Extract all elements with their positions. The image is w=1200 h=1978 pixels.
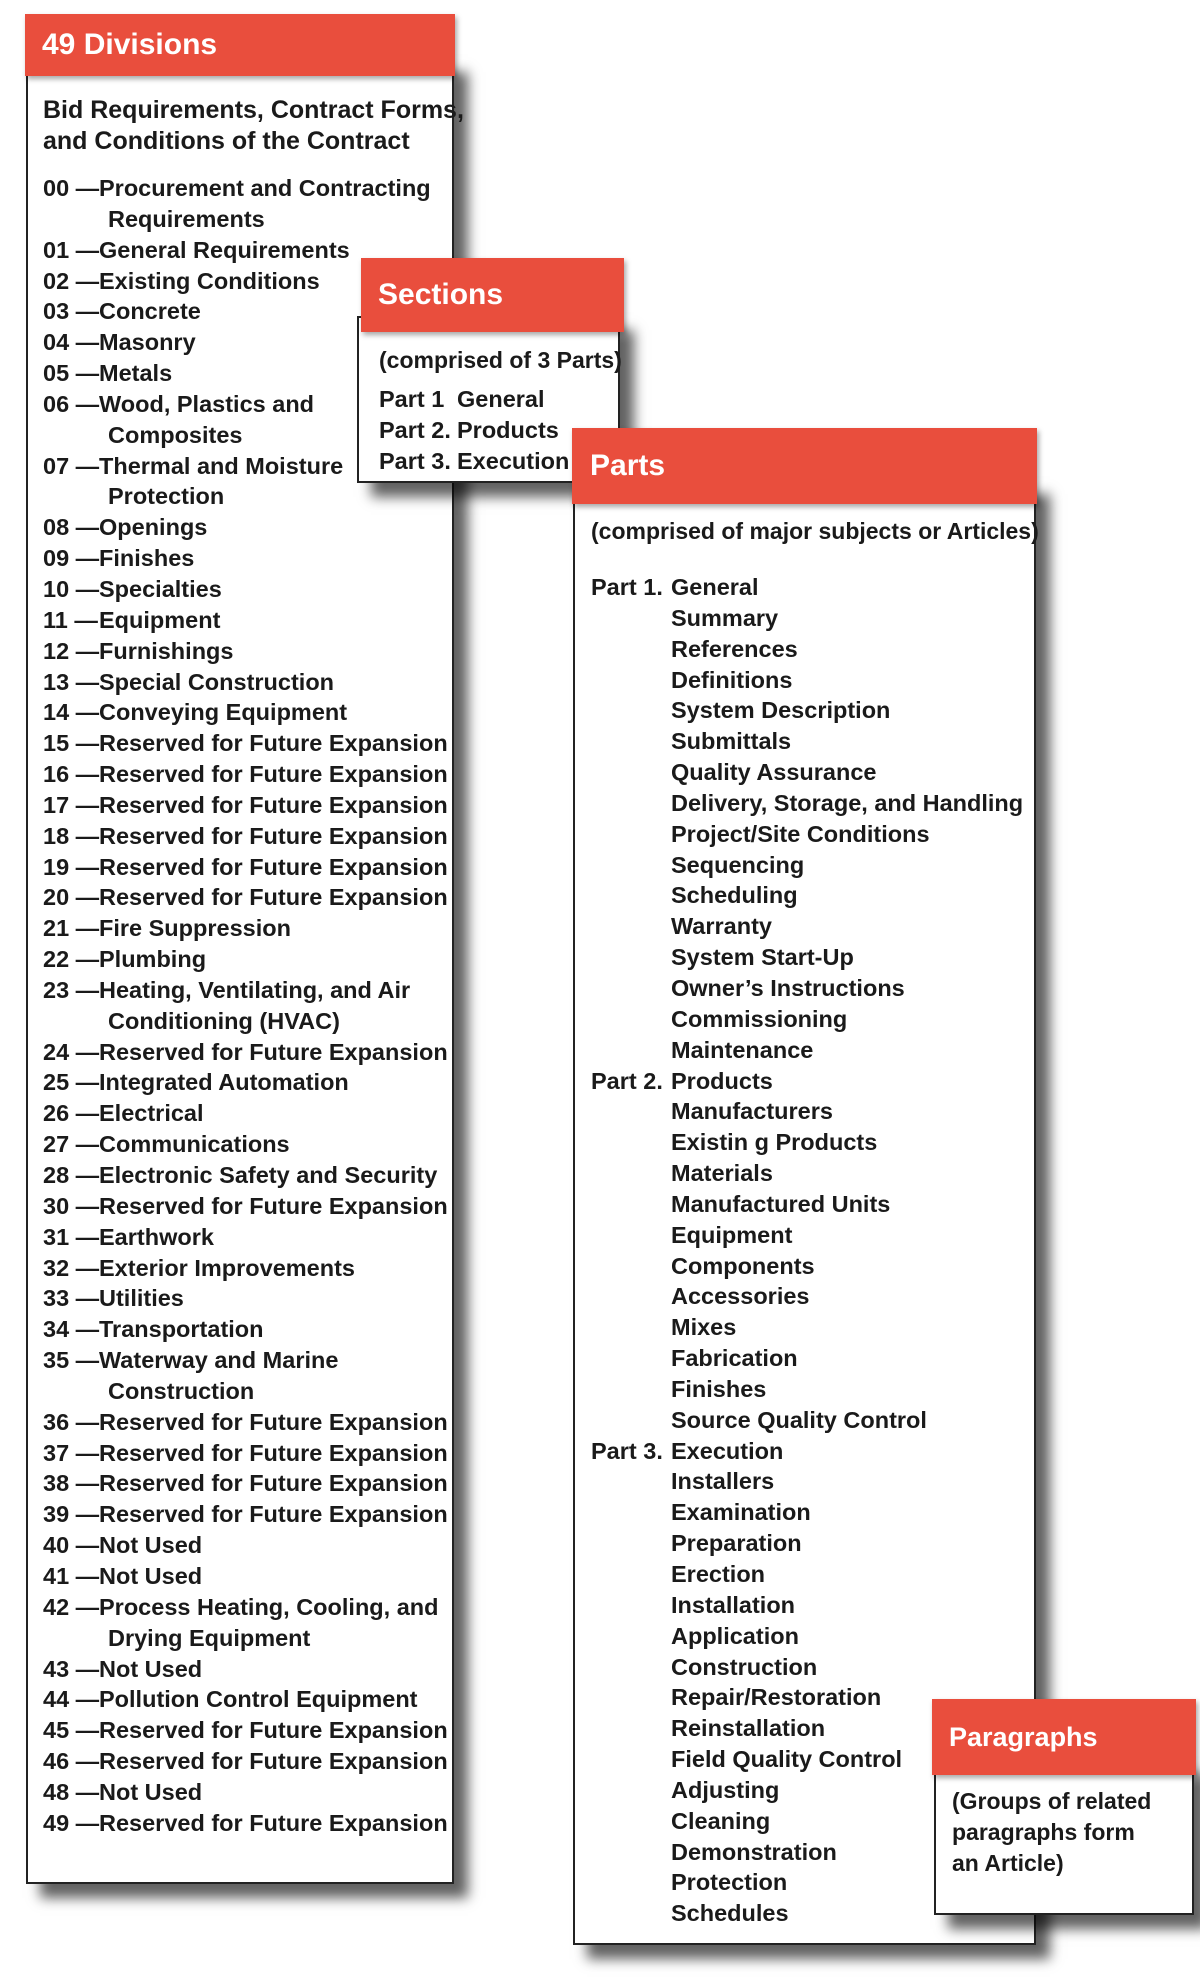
division-item-continued <box>43 204 448 235</box>
division-code: 34 — <box>43 1316 100 1343</box>
division-code: 38 — <box>43 1470 100 1497</box>
division-item <box>43 913 448 944</box>
division-title: Heating, Ventilating, and Air <box>99 976 411 1003</box>
parts-article: Sequencing <box>671 851 805 878</box>
division-item <box>43 944 448 975</box>
division-title: Drying Equipment <box>108 1624 311 1651</box>
parts-article: Field Quality Control <box>671 1746 903 1773</box>
parts-article: Manufactured Units <box>671 1190 891 1217</box>
division-title: Conveying Equipment <box>99 699 348 726</box>
division-item-continued <box>43 1623 448 1654</box>
parts-article-row <box>591 1590 1023 1621</box>
divisions-intro <box>43 95 464 157</box>
division-item <box>43 1067 448 1098</box>
sections-header-text: Sections <box>378 278 504 311</box>
division-code: 04 — <box>43 329 100 356</box>
parts-article-row <box>591 1220 1023 1251</box>
sections-part-name: Products <box>457 416 559 443</box>
parts-article: General <box>671 574 759 600</box>
division-item <box>43 1129 448 1160</box>
division-item <box>43 1746 448 1777</box>
division-code: 16 — <box>43 761 100 788</box>
division-title: Electrical <box>99 1100 204 1127</box>
parts-article-row <box>591 1312 1023 1343</box>
division-title: Transportation <box>99 1316 264 1343</box>
division-title: General Requirements <box>99 236 350 263</box>
parts-group-row <box>591 572 1023 603</box>
parts-article: Preparation <box>671 1530 802 1557</box>
division-title: Procurement and Contracting <box>99 175 431 201</box>
division-item <box>43 975 448 1006</box>
division-code: 45 — <box>43 1717 100 1744</box>
division-code: 46 — <box>43 1748 100 1775</box>
parts-article: References <box>671 635 798 662</box>
division-item <box>43 1191 448 1222</box>
paragraphs-description-line: (Groups of related <box>952 1788 1152 1814</box>
division-item <box>43 1684 448 1715</box>
parts-article-row <box>591 1466 1023 1497</box>
paragraphs-description <box>952 1786 1151 1879</box>
parts-article-row <box>591 850 1023 881</box>
parts-article: Project/Site Conditions <box>671 820 930 847</box>
parts-article: Application <box>671 1622 799 1649</box>
division-title: Reserved for Future Expansion <box>99 1038 448 1065</box>
division-item <box>43 852 448 883</box>
division-item <box>43 1468 448 1499</box>
division-item <box>43 1345 448 1376</box>
division-code: 06 — <box>43 390 100 417</box>
division-title: Equipment <box>99 606 221 633</box>
division-title: Waterway and Marine <box>99 1347 339 1374</box>
division-title: Finishes <box>99 545 195 572</box>
division-title: Protection <box>108 483 225 510</box>
sections-part-row <box>379 415 569 446</box>
division-item <box>43 574 448 605</box>
parts-article-row <box>591 1158 1023 1189</box>
division-title: Composites <box>108 421 243 448</box>
parts-article: Accessories <box>671 1283 810 1310</box>
divisions-intro-line: and Conditions of the Contract <box>43 127 410 155</box>
division-code: 24 — <box>43 1038 100 1065</box>
sections-intro: (comprised of 3 Parts) <box>379 347 622 373</box>
parts-article: Scheduling <box>671 882 798 909</box>
division-title: Reserved for Future Expansion <box>99 884 448 911</box>
division-code: 08 — <box>43 514 100 541</box>
parts-article: Repair/Restoration <box>671 1684 882 1711</box>
division-code: 28 — <box>43 1162 100 1188</box>
parts-article-row <box>591 788 1023 819</box>
division-title: Reserved for Future Expansion <box>99 791 448 818</box>
parts-article-row <box>591 1281 1023 1312</box>
parts-article: Installation <box>671 1591 796 1618</box>
division-item <box>43 543 448 574</box>
parts-article-row <box>591 819 1023 850</box>
parts-article: Source Quality Control <box>671 1406 927 1433</box>
division-item <box>43 882 448 913</box>
division-code: 15 — <box>43 730 100 757</box>
division-code: 35 — <box>43 1347 100 1374</box>
division-item <box>43 821 448 852</box>
parts-article: Commissioning <box>671 1005 848 1032</box>
parts-intro: (comprised of major subjects or Articles) <box>591 518 1039 544</box>
division-title: Not Used <box>99 1655 203 1682</box>
division-title: Reserved for Future Expansion <box>99 1439 448 1466</box>
paragraphs-description-line: an Article) <box>952 1850 1064 1876</box>
division-title: Integrated Automation <box>99 1069 349 1096</box>
parts-article-row <box>591 695 1023 726</box>
division-code: 41 — <box>43 1562 100 1589</box>
division-item <box>43 1253 448 1284</box>
division-title: Masonry <box>99 329 196 356</box>
division-code: 44 — <box>43 1686 100 1713</box>
division-item <box>43 1037 448 1068</box>
parts-article: Erection <box>671 1561 766 1587</box>
parts-group-row <box>591 1436 1023 1467</box>
parts-article: Execution <box>671 1437 784 1464</box>
division-item <box>43 605 448 636</box>
parts-article: Quality Assurance <box>671 759 877 786</box>
sections-part-row <box>379 384 569 415</box>
parts-group-label: Part 3. <box>591 1437 663 1464</box>
parts-article-row <box>591 1343 1023 1374</box>
division-title: Earthwork <box>99 1223 214 1250</box>
paragraphs-header-text: Paragraphs <box>949 1721 1098 1752</box>
division-title: Plumbing <box>99 946 207 973</box>
parts-article-row <box>591 1035 1023 1066</box>
division-title: Reserved for Future Expansion <box>99 1809 448 1836</box>
parts-article: Definitions <box>671 666 793 693</box>
division-title: Reserved for Future Expansion <box>99 1501 448 1528</box>
division-title: Concrete <box>99 298 201 325</box>
division-title: Reserved for Future Expansion <box>99 1192 448 1219</box>
division-code: 05 — <box>43 360 100 387</box>
division-title: Requirements <box>108 205 265 232</box>
division-item-continued <box>43 1006 448 1037</box>
division-code: 32 — <box>43 1254 100 1281</box>
division-title: Openings <box>99 514 208 541</box>
division-item-continued <box>43 481 448 512</box>
division-item <box>43 636 448 667</box>
parts-article-row <box>591 1096 1023 1127</box>
division-title: Not Used <box>99 1532 203 1559</box>
paragraphs-header <box>932 1699 1196 1775</box>
division-title: Conditioning (HVAC) <box>108 1007 340 1034</box>
parts-article: Equipment <box>671 1221 793 1248</box>
division-title: Process Heating, Cooling, and <box>99 1593 439 1620</box>
sections-header <box>361 258 624 332</box>
parts-header-text: Parts <box>590 449 666 482</box>
sections-part-label: Part 3. <box>379 447 451 474</box>
division-item <box>43 1561 448 1592</box>
paragraphs-description-line: paragraphs form <box>952 1819 1135 1845</box>
parts-article-row <box>591 603 1023 634</box>
division-item <box>43 173 448 204</box>
division-title: Reserved for Future Expansion <box>99 761 448 788</box>
parts-article-row <box>591 1127 1023 1158</box>
division-title: Furnishings <box>99 637 234 664</box>
parts-article: Examination <box>671 1499 811 1526</box>
division-title: Not Used <box>99 1778 203 1805</box>
division-title: Specialties <box>99 575 222 602</box>
divisions-header <box>25 14 455 76</box>
division-item <box>43 1530 448 1561</box>
parts-article: Manufacturers <box>671 1098 833 1125</box>
parts-header <box>572 428 1037 504</box>
parts-article: Protection <box>671 1869 788 1896</box>
division-code: 01 — <box>43 236 100 263</box>
sections-part-label: Part 2. <box>379 416 451 443</box>
division-code: 27 — <box>43 1131 100 1158</box>
division-code: 20 — <box>43 884 100 911</box>
parts-article-row <box>591 634 1023 665</box>
parts-article-row <box>591 1405 1023 1436</box>
division-code: 42 — <box>43 1593 100 1620</box>
parts-article-row <box>591 911 1023 942</box>
division-title: Reserved for Future Expansion <box>99 1408 448 1435</box>
division-title: Existing Conditions <box>99 267 320 294</box>
parts-article: Maintenance <box>671 1036 814 1063</box>
parts-article-row <box>591 665 1023 696</box>
parts-article-row <box>591 1652 1023 1683</box>
parts-article: Reinstallation <box>671 1715 826 1742</box>
division-code: 30 — <box>43 1192 100 1219</box>
parts-article-row <box>591 1497 1023 1528</box>
parts-group-row <box>591 1066 1023 1097</box>
division-item <box>43 667 448 698</box>
division-title: Not Used <box>99 1562 203 1589</box>
parts-article: Cleaning <box>671 1807 771 1834</box>
parts-article: Demonstration <box>671 1838 837 1865</box>
division-item <box>43 1283 448 1314</box>
division-title: Thermal and Moisture <box>99 452 344 479</box>
parts-article-row <box>591 726 1023 757</box>
division-title: Fire Suppression <box>99 915 291 942</box>
division-code: 21 — <box>43 915 100 942</box>
parts-article-row <box>591 880 1023 911</box>
division-code: 40 — <box>43 1532 100 1559</box>
parts-group-label: Part 2. <box>591 1067 663 1094</box>
parts-article-row <box>591 942 1023 973</box>
sections-part-name: Execution <box>457 447 570 474</box>
division-item <box>43 1592 448 1623</box>
parts-group-label: Part 1. <box>591 574 663 600</box>
division-item <box>43 512 448 543</box>
division-code: 02 — <box>43 267 100 294</box>
division-code: 19 — <box>43 853 100 880</box>
parts-article-row <box>591 1004 1023 1035</box>
parts-article: Existin g Products <box>671 1129 878 1156</box>
division-code: 22 — <box>43 946 100 973</box>
division-code: 33 — <box>43 1285 100 1312</box>
parts-article: Mixes <box>671 1314 737 1341</box>
division-title: Reserved for Future Expansion <box>99 853 448 880</box>
division-item <box>43 790 448 821</box>
division-code: 49 — <box>43 1809 100 1836</box>
parts-article: Warranty <box>671 913 772 940</box>
division-code: 37 — <box>43 1439 100 1466</box>
division-code: 23 — <box>43 976 100 1003</box>
parts-article: System Start-Up <box>671 944 854 971</box>
parts-article-row <box>591 1528 1023 1559</box>
division-code: 07 — <box>43 452 100 479</box>
division-item <box>43 1098 448 1129</box>
division-item <box>43 728 448 759</box>
division-code: 48 — <box>43 1778 100 1805</box>
division-code: 36 — <box>43 1408 100 1435</box>
division-title: Reserved for Future Expansion <box>99 1717 448 1744</box>
divisions-header-text: 49 Divisions <box>42 28 218 61</box>
division-item <box>43 1715 448 1746</box>
parts-article-row <box>591 1374 1023 1405</box>
division-code: 00 — <box>43 175 100 201</box>
division-code: 25 — <box>43 1069 100 1096</box>
parts-article: Submittals <box>671 728 792 755</box>
sections-part-label: Part 1 <box>379 386 445 412</box>
division-code: 03 — <box>43 298 100 325</box>
parts-article: Construction <box>671 1653 818 1680</box>
division-code: 26 — <box>43 1100 100 1127</box>
parts-article-row <box>591 1251 1023 1282</box>
division-title: Special Construction <box>99 668 335 695</box>
division-title: Wood, Plastics and <box>99 390 315 417</box>
sections-part-row <box>379 446 569 477</box>
parts-article: Summary <box>671 604 779 631</box>
division-title: Reserved for Future Expansion <box>99 1470 448 1497</box>
parts-article: System Description <box>671 697 891 724</box>
division-item-continued <box>43 1376 448 1407</box>
division-item <box>43 1438 448 1469</box>
division-title: Communications <box>99 1131 290 1158</box>
division-code: 11 — <box>43 606 98 633</box>
parts-article: Fabrication <box>671 1345 798 1372</box>
parts-article: Delivery, Storage, and Handling <box>671 789 1024 816</box>
division-code: 18 — <box>43 822 100 849</box>
parts-article: Finishes <box>671 1375 767 1402</box>
division-code: 43 — <box>43 1655 100 1682</box>
parts-article-row <box>591 1559 1023 1590</box>
division-item <box>43 1160 448 1191</box>
division-code: 31 — <box>43 1223 100 1250</box>
parts-article-row <box>591 757 1023 788</box>
division-title: Utilities <box>99 1285 184 1312</box>
division-code: 14 — <box>43 699 100 726</box>
division-code: 13 — <box>43 668 100 695</box>
division-item <box>43 1808 448 1839</box>
parts-article: Adjusting <box>671 1776 780 1803</box>
division-code: 09 — <box>43 545 100 572</box>
parts-article: Components <box>671 1252 815 1279</box>
division-title: Metals <box>99 360 173 387</box>
division-title: Reserved for Future Expansion <box>99 822 448 849</box>
division-item <box>43 759 448 790</box>
division-item <box>43 1654 448 1685</box>
parts-article-row <box>591 1621 1023 1652</box>
parts-article: Owner’s Instructions <box>671 974 905 1001</box>
sections-part-name: General <box>457 386 545 412</box>
division-title: Construction <box>108 1377 255 1404</box>
parts-article: Products <box>671 1067 773 1094</box>
division-item <box>43 697 448 728</box>
parts-article: Installers <box>671 1468 775 1495</box>
parts-article: Materials <box>671 1160 773 1187</box>
division-code: 17 — <box>43 791 100 818</box>
division-title: Exterior Improvements <box>99 1254 355 1281</box>
division-code: 39 — <box>43 1501 100 1528</box>
division-title: Electronic Safety and Security <box>99 1162 438 1188</box>
division-code: 10 — <box>43 575 100 602</box>
division-item <box>43 1407 448 1438</box>
sections-list <box>379 384 569 477</box>
division-title: Pollution Control Equipment <box>99 1686 418 1713</box>
parts-article-row <box>591 973 1023 1004</box>
division-item <box>43 1499 448 1530</box>
division-title: Reserved for Future Expansion <box>99 1748 448 1775</box>
parts-article-row <box>591 1189 1023 1220</box>
division-title: Reserved for Future Expansion <box>99 730 448 757</box>
division-code: 12 — <box>43 637 100 664</box>
parts-article: Schedules <box>671 1900 789 1927</box>
division-item <box>43 1777 448 1808</box>
division-item <box>43 1222 448 1253</box>
division-item <box>43 1314 448 1345</box>
divisions-intro-line: Bid Requirements, Contract Forms, <box>43 96 464 124</box>
